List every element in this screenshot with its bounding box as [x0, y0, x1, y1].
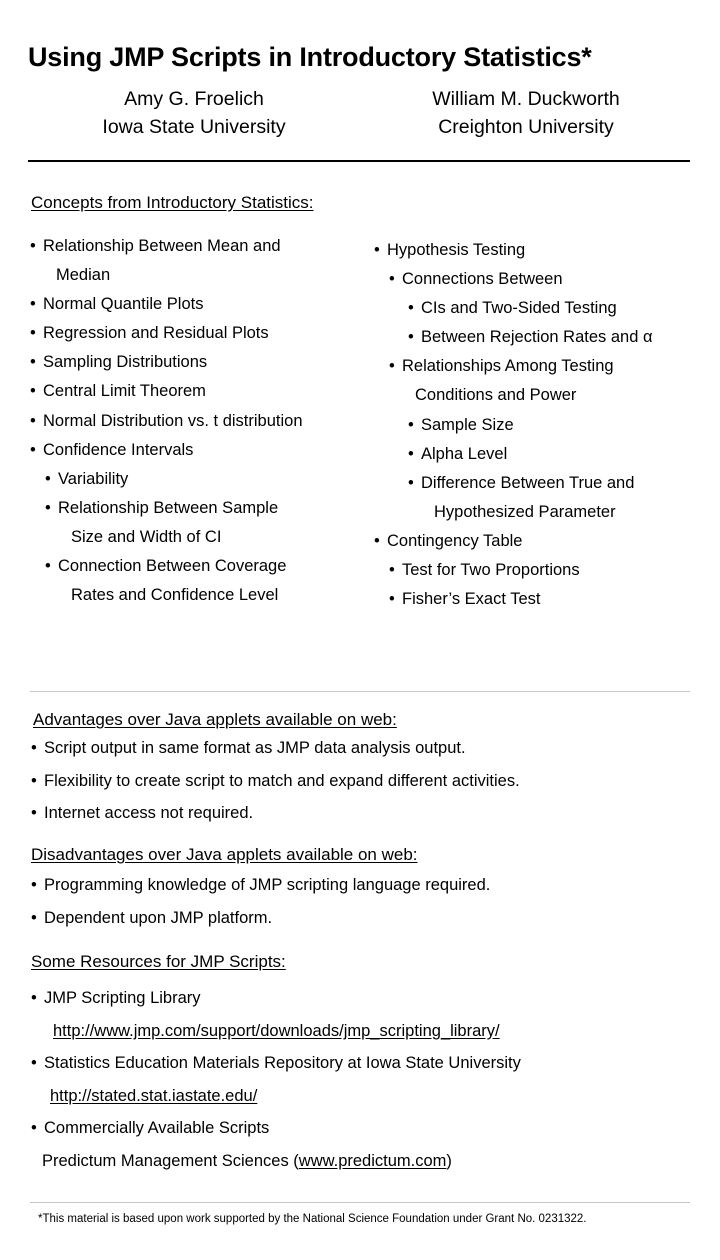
- disadvantage-item: [30, 877, 690, 894]
- resources-list: [30, 990, 690, 1185]
- resource-vendor-suffix: ): [446, 1151, 452, 1170]
- resource-link[interactable]: [30, 1088, 690, 1105]
- concept-item-label: Normal Quantile Plots: [43, 295, 204, 314]
- resources-heading: Some Resources for JMP Scripts:: [31, 952, 286, 971]
- bullet-icon: •: [31, 1119, 37, 1137]
- bullet-icon: •: [31, 739, 37, 757]
- bullet-icon: •: [374, 241, 380, 259]
- footnote-text: *This material is based upon work supported by the National Science Foundation under Grant No. 0231322.: [38, 1213, 587, 1225]
- resource-link[interactable]: [30, 1023, 690, 1040]
- bullet-icon: •: [408, 328, 414, 347]
- bullet-icon: •: [389, 270, 395, 289]
- advantages-list: [30, 740, 690, 838]
- bullet-icon: •: [408, 415, 414, 434]
- concept-item: [45, 558, 380, 575]
- concept-item-label: Variability: [58, 469, 129, 488]
- bullet-icon: •: [31, 908, 37, 927]
- author-affiliation: Iowa State University: [102, 115, 286, 138]
- bullet-icon: •: [31, 804, 37, 822]
- concept-item-label: Regression and Residual Plots: [43, 324, 269, 343]
- concept-item-label: Test for Two Proportions: [402, 561, 580, 580]
- concepts-columns: [0, 238, 720, 668]
- concept-item-label: Normal Distribution vs. t distribution: [43, 411, 303, 430]
- bullet-icon: •: [30, 295, 36, 314]
- resource-item-label: JMP Scripting Library: [44, 989, 201, 1007]
- page-title: Using JMP Scripts in Introductory Statistics*: [28, 42, 592, 73]
- resource-vendor-name: Predictum Management Sciences (: [42, 1151, 299, 1170]
- advantage-item-label: Flexibility to create script to match and expand different activities.: [44, 771, 520, 790]
- author-block-1: [28, 86, 360, 141]
- bullet-icon: •: [389, 561, 395, 580]
- concept-item-continuation: Rates and Confidence Level: [71, 586, 279, 605]
- concept-item-label: Hypothesis Testing: [387, 241, 526, 259]
- resource-link-text[interactable]: http://www.jmp.com/support/downloads/jmp_scripting_library/: [53, 1021, 500, 1040]
- concept-item-label: Sample Size: [421, 415, 514, 434]
- concept-item: [30, 238, 380, 255]
- bullet-icon: •: [45, 557, 51, 576]
- author-block-2: [360, 86, 692, 141]
- bullet-icon: •: [30, 382, 36, 401]
- concept-item-continuation: Hypothesized Parameter: [434, 502, 616, 521]
- bullet-icon: •: [31, 771, 37, 790]
- bullet-icon: •: [374, 531, 380, 550]
- concept-item: [389, 358, 704, 375]
- resource-item: [30, 1120, 690, 1137]
- concept-item: [389, 562, 704, 579]
- bullet-icon: •: [408, 444, 414, 463]
- resource-vendor-line: [30, 1153, 690, 1170]
- concept-item: [408, 300, 704, 317]
- concept-item: [408, 475, 704, 492]
- concept-item-label: Relationship Between Sample: [58, 498, 279, 517]
- disadvantages-heading: Disadvantages over Java applets available on web:: [31, 845, 418, 864]
- concept-item-label: Connections Between: [402, 270, 563, 289]
- bullet-icon: •: [31, 989, 37, 1007]
- bullet-icon: •: [45, 469, 51, 488]
- concepts-left-column: [30, 238, 380, 616]
- concept-item-continuation: Median: [56, 266, 111, 285]
- disadvantage-item-label: Dependent upon JMP platform.: [44, 908, 273, 927]
- author-name: Amy G. Froelich: [124, 88, 264, 110]
- bullet-icon: •: [31, 876, 37, 894]
- bullet-icon: •: [30, 440, 36, 459]
- disadvantages-list: [30, 877, 690, 942]
- author-row: [28, 86, 692, 141]
- concept-item: [30, 325, 380, 342]
- concept-item: [408, 329, 704, 346]
- bullet-icon: •: [389, 357, 395, 376]
- header-divider: [28, 160, 690, 162]
- concept-item: [30, 296, 380, 313]
- bullet-icon: •: [30, 324, 36, 343]
- section-divider: [30, 691, 690, 692]
- concepts-heading: Concepts from Introductory Statistics:: [31, 193, 314, 212]
- concept-item: [45, 471, 380, 488]
- bullet-icon: •: [30, 353, 36, 372]
- concepts-right-column: [374, 242, 704, 620]
- concept-item: [389, 271, 704, 288]
- resource-link-text[interactable]: http://stated.stat.iastate.edu/: [50, 1086, 258, 1105]
- concept-item: [30, 413, 380, 430]
- concept-item-label: Contingency Table: [387, 531, 523, 550]
- advantage-item-label: Script output in same format as JMP data analysis output.: [44, 739, 466, 757]
- bullet-icon: •: [31, 1054, 37, 1072]
- concept-item-label: Central Limit Theorem: [43, 382, 206, 401]
- advantages-heading: Advantages over Java applets available on web:: [33, 710, 397, 729]
- bullet-icon: •: [408, 299, 414, 318]
- concept-item: [45, 500, 380, 517]
- bullet-icon: •: [30, 411, 36, 430]
- concept-item: [374, 242, 704, 259]
- concept-item: [389, 591, 704, 608]
- concept-item: [30, 442, 380, 459]
- concept-item-label: Fisher’s Exact Test: [402, 590, 541, 609]
- concept-item-label: Relationships Among Testing: [402, 357, 614, 376]
- concept-item-label: Difference Between True and: [421, 473, 635, 492]
- resource-item-label: Commercially Available Scripts: [44, 1119, 270, 1137]
- resource-item-label: Statistics Education Materials Repository at Iowa State University: [44, 1054, 521, 1072]
- concept-item: [408, 417, 704, 434]
- concept-item-continuation: Size and Width of CI: [71, 527, 222, 546]
- bullet-icon: •: [389, 590, 395, 609]
- bullet-icon: •: [408, 473, 414, 492]
- concept-item: [30, 354, 380, 371]
- concept-item-label: CIs and Two-Sided Testing: [421, 299, 617, 318]
- advantage-item: [30, 805, 690, 822]
- concept-item-label: Connection Between Coverage: [58, 557, 287, 576]
- concept-item-label: Confidence Intervals: [43, 440, 194, 459]
- disadvantage-item: [30, 910, 690, 927]
- bullet-icon: •: [30, 237, 36, 255]
- concept-item-label: Alpha Level: [421, 444, 508, 463]
- advantage-item-label: Internet access not required.: [44, 804, 254, 822]
- footnote-divider: [30, 1202, 690, 1203]
- concept-item-label: Relationship Between Mean and: [43, 237, 281, 255]
- concept-item: [408, 446, 704, 463]
- resource-link-text[interactable]: www.predictum.com: [298, 1151, 447, 1170]
- concept-item-label: Sampling Distributions: [43, 353, 208, 372]
- concept-item-continuation: Conditions and Power: [415, 386, 577, 405]
- concept-item: [30, 383, 380, 400]
- advantage-item: [30, 740, 690, 757]
- bullet-icon: •: [45, 498, 51, 517]
- author-name: William M. Duckworth: [432, 88, 620, 110]
- advantage-item: [30, 773, 690, 790]
- author-affiliation: Creighton University: [438, 115, 614, 138]
- disadvantage-item-label: Programming knowledge of JMP scripting language required.: [44, 876, 491, 894]
- concept-item: [374, 533, 704, 550]
- resource-item: [30, 1055, 690, 1072]
- concept-item-label: Between Rejection Rates and α: [421, 328, 653, 347]
- resource-item: [30, 990, 690, 1007]
